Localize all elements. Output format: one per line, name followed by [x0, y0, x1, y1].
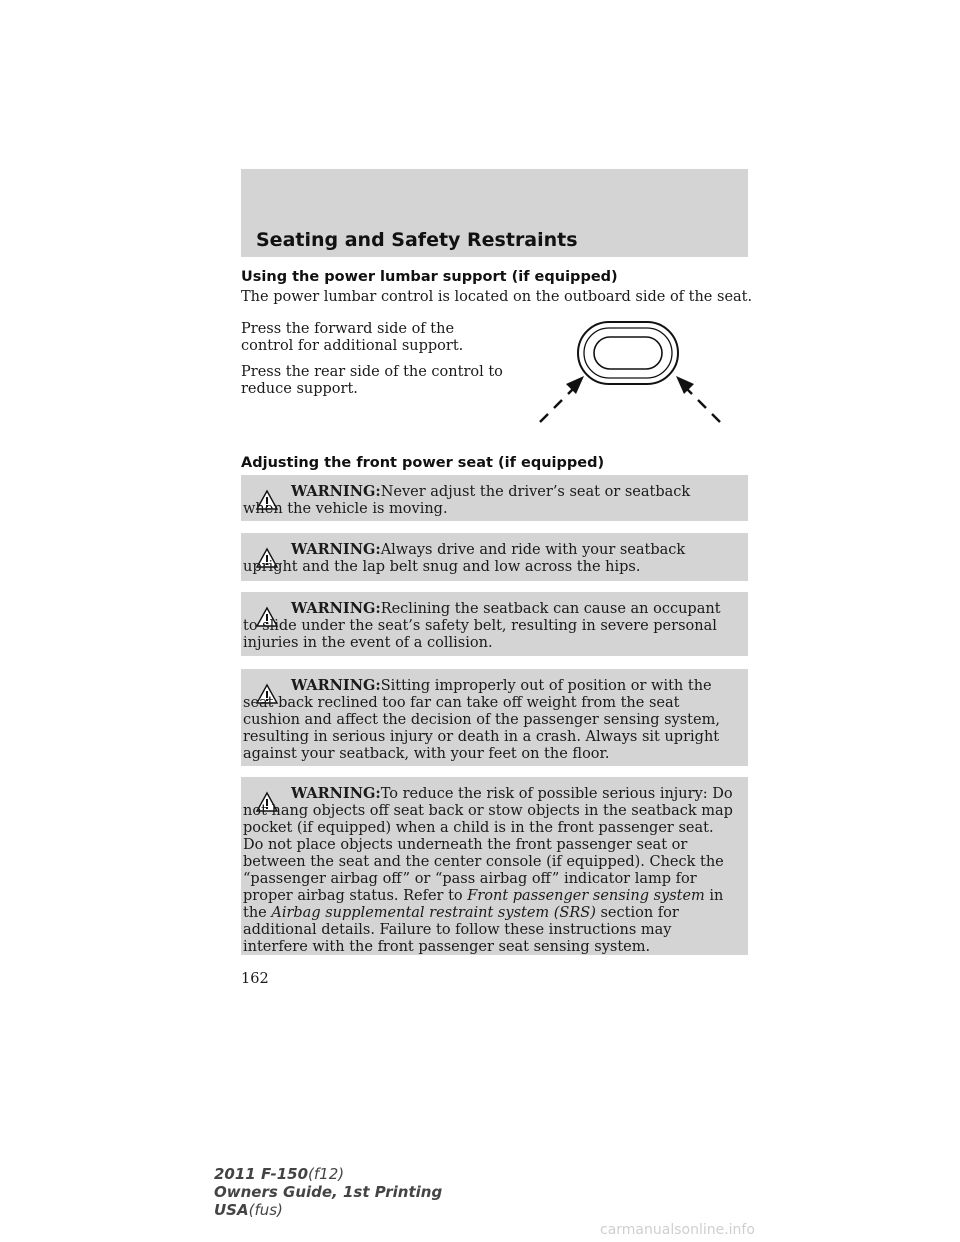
footer-guide: Owners Guide, 1st Printing: [214, 1183, 443, 1201]
warning-text-1: WARNING:Never adjust the driver’s seat or seatback when the vehicle is moving.: [243, 483, 691, 517]
power-seat-heading: Adjusting the front power seat (if equipped): [241, 455, 605, 471]
forward-arrow-icon: [540, 376, 584, 422]
warning-box-1: [241, 475, 748, 521]
warning-text-2: WARNING:Always drive and ride with your seatback upright and the lap belt snug and low across the hips.: [243, 541, 686, 575]
warning-text-3: WARNING:Reclining the seatback can cause an occupant to slide under the seat’s safety belt, resulting in severe personal injuries in the event of a collision.: [243, 600, 721, 651]
footer-model: 2011 F-150: [214, 1165, 309, 1183]
warning-box-3: [241, 592, 748, 656]
watermark: carmanualsonline.info: [600, 1222, 755, 1238]
footer-market: USA: [214, 1201, 249, 1219]
warning-box-5: [241, 777, 748, 955]
document-footer: [214, 1165, 442, 1219]
cross-reference-airbag-srs: Airbag supplemental restraint system (SRS): [271, 905, 596, 921]
section-title: Seating and Safety Restraints: [256, 229, 578, 251]
warning-text-4: WARNING:Sitting improperly out of position or with the seat back reclined too far can take off weight from the seat cushion and affect the decision of the passenger sensing system, resulting in serious injury or death in a crash. Always sit upright against your seatback, with your feet on the floor.: [243, 677, 720, 762]
lumbar-forward-instruction: Press the forward side of the control for additional support.: [241, 321, 464, 354]
lumbar-switch-ring: [584, 328, 672, 378]
warning-box-2: [241, 533, 748, 581]
page-number: 162: [241, 971, 269, 987]
footer-model-code: (f12): [308, 1165, 345, 1183]
rear-arrow-icon: [676, 376, 720, 422]
lumbar-rear-instruction: Press the rear side of the control to reduce support.: [241, 364, 503, 397]
lumbar-intro: The power lumbar control is located on the outboard side of the seat.: [241, 289, 753, 305]
lumbar-heading: Using the power lumbar support (if equipped): [241, 269, 618, 285]
warning-box-4: [241, 669, 748, 766]
lumbar-switch-button: [594, 337, 662, 369]
cross-reference-front-passenger-sensing: Front passenger sensing system: [467, 888, 705, 904]
lumbar-control-illustration: [532, 318, 728, 428]
lumbar-switch-outer: [578, 322, 678, 384]
footer-market-code: (fus): [248, 1201, 283, 1219]
warning-text-5: WARNING:To reduce the risk of possible serious injury: Do not hang objects off seat back or stow objects in the seatback map pocket (if equipped) when a child is in the front passenger seat. Do not place objects underneath the front passenger seat or between the seat and the center console (if equipped). Check the “passenger airbag off” or “pass airbag off” indicator lamp for proper airbag status. Refer to Front passenger sensing system in the Airbag supplemental restraint system (SRS) section for additional details. Failure to follow these instructions may interfere with the front passenger seat sensing system.: [243, 785, 733, 955]
